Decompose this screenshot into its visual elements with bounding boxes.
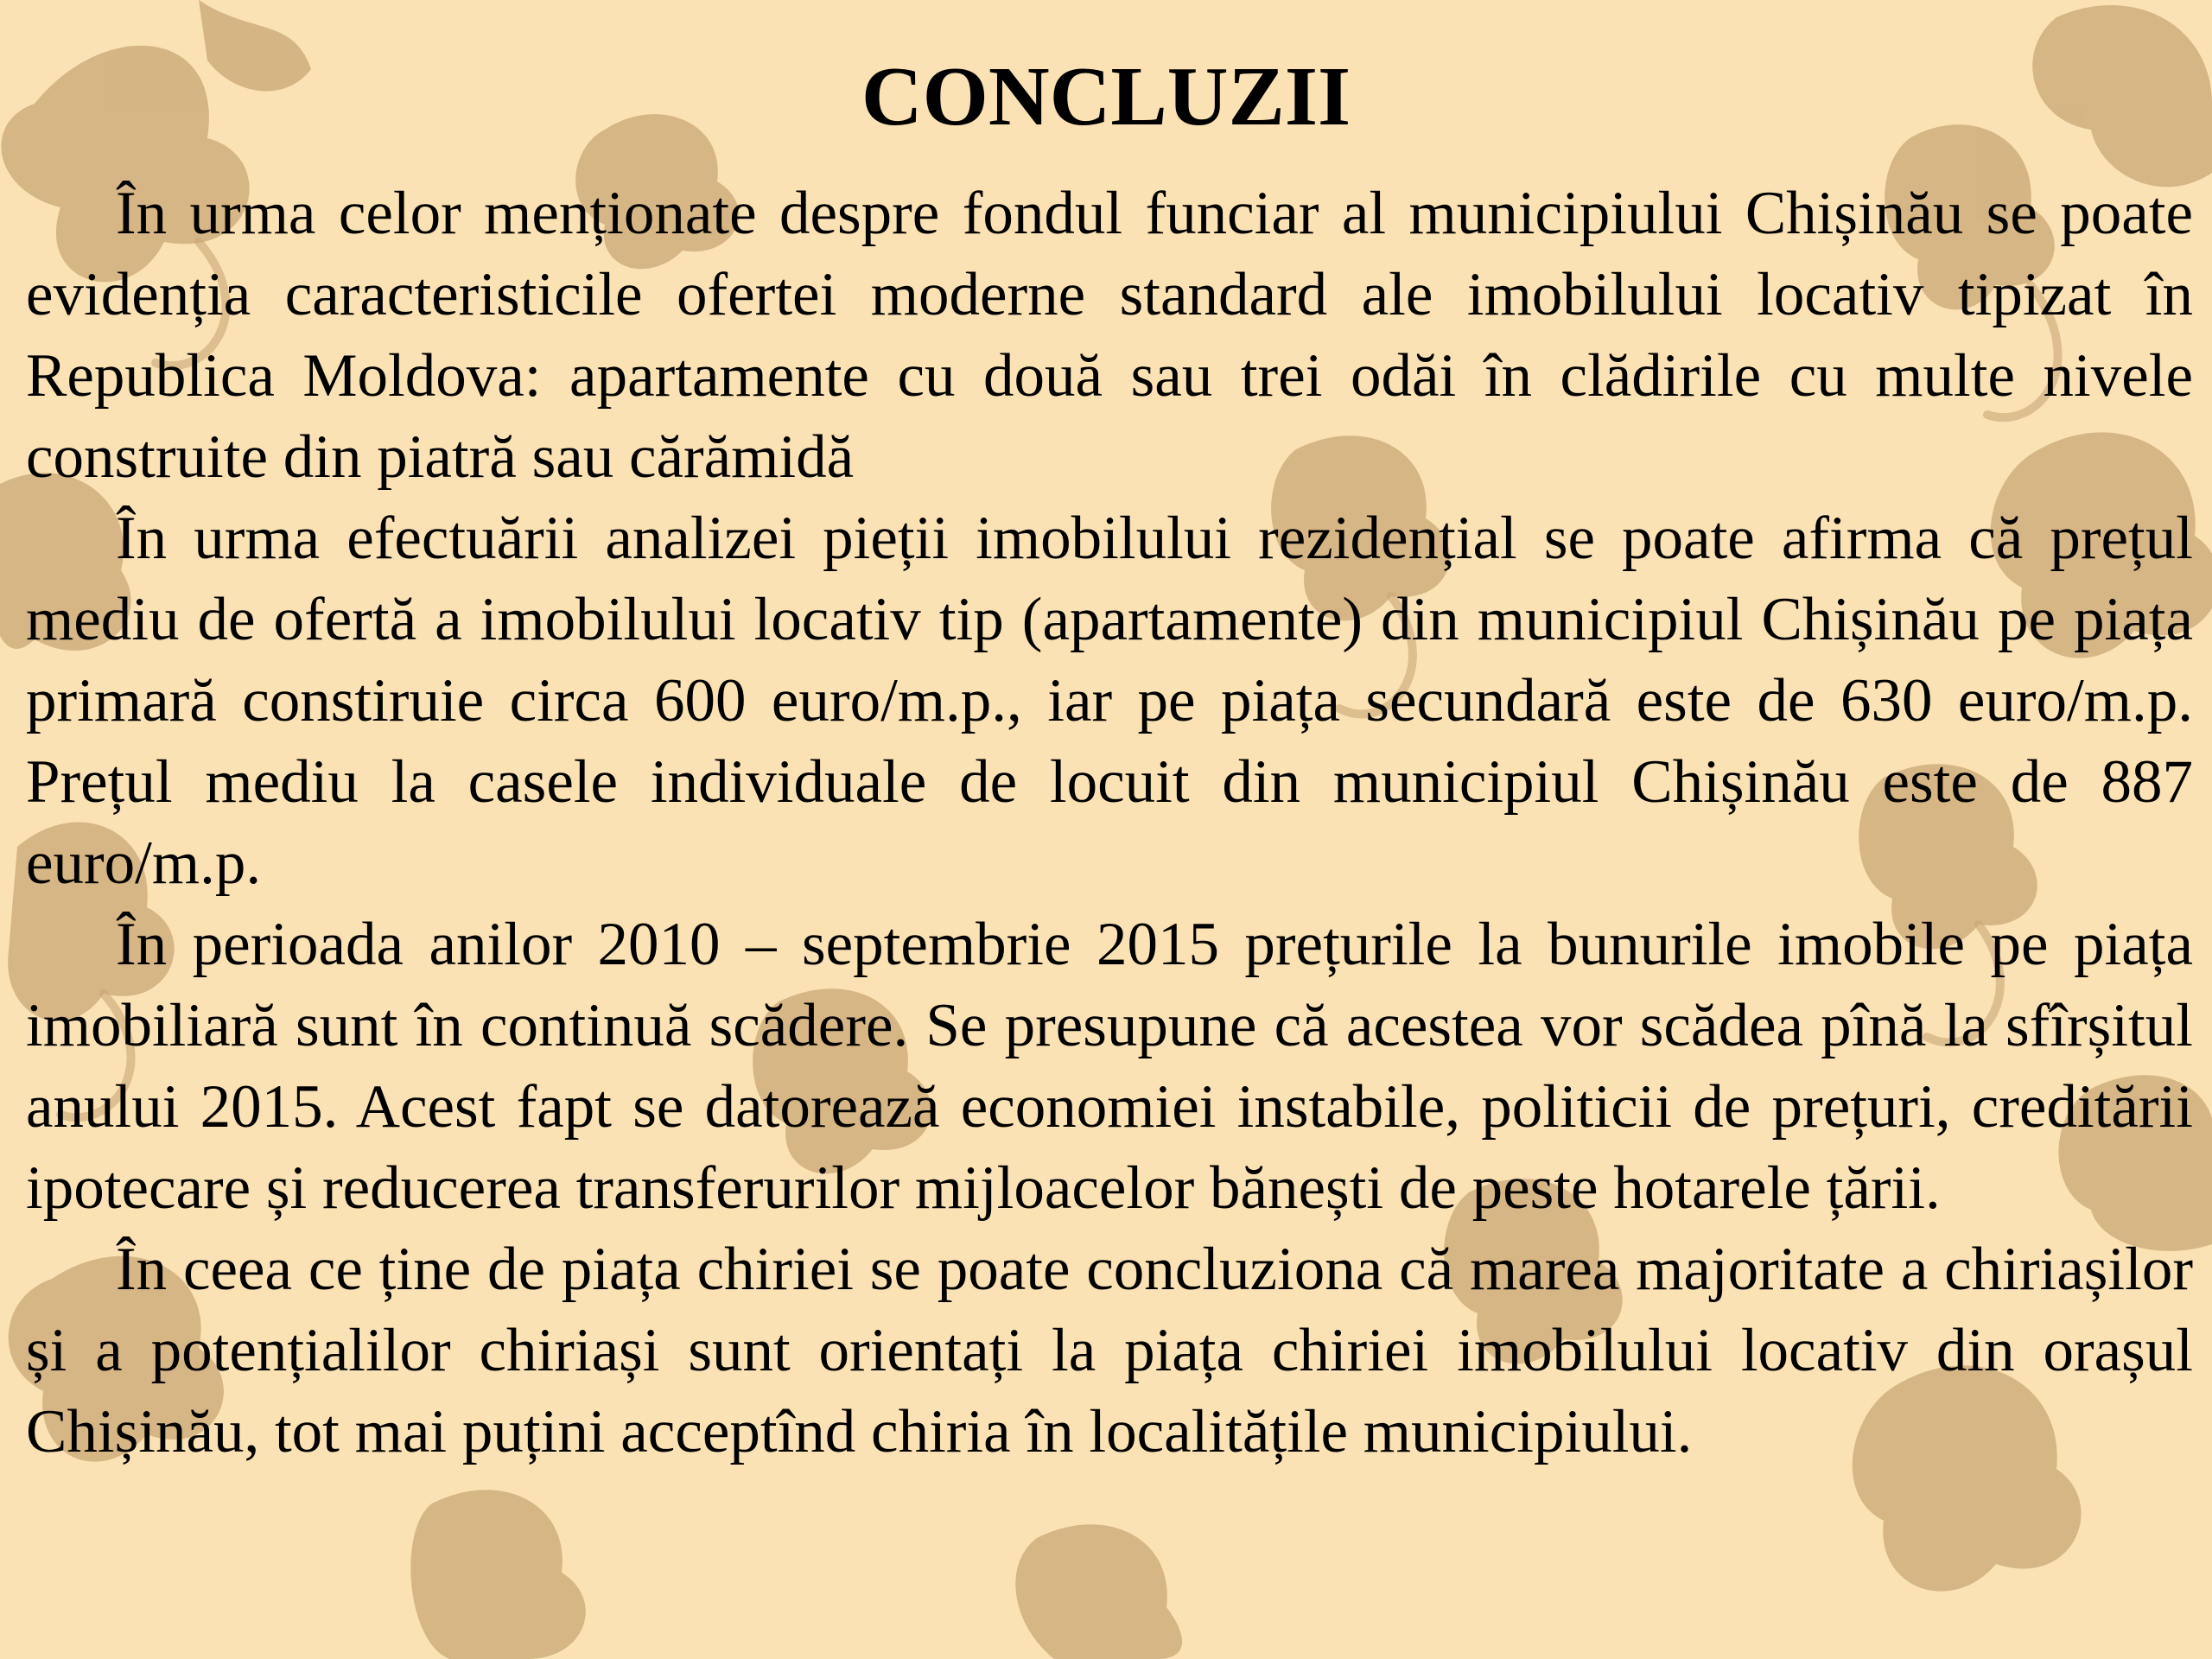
paragraph-4: În ceea ce ține de piața chiriei se poate concluziona că marea majoritate a chiriașilor și a potențialilor chiriași sunt orientați la piața chiriei imobilului locativ din orașul Chișinău, tot mai puțini acceptînd chiria în localitățile municipiului.: [26, 1236, 2193, 1465]
body-text: [26, 173, 2193, 1472]
paragraph-3: În perioada anilor 2010 – septembrie 2015 prețurile la bunurile imobile pe piața imobiliară sunt în continuă scădere. Se presupune că acestea vor scădea pînă la sfîrșitul anului 2015. Acest fapt se datorează economiei instabile, politicii de prețuri, creditării ipotecare și reducerea transferurilor mijloacelor bănești de peste hotarele țării.: [26, 911, 2193, 1222]
slide-title: CONCLUZII: [861, 50, 1351, 143]
paragraph-2: În urma efectuării analizei pieții imobilului rezidențial se poate afirma că prețul mediu de ofertă a imobilului locativ tip (apartamente) din municipiul Chișinău pe piața primară constiruie circa 600 euro/m.p., iar pe piața secundară este de 630 euro/m.p. Prețul mediu la casele individuale de locuit din municipiul Chișinău este de 887 euro/m.p.: [26, 505, 2193, 897]
paragraph-1: În urma celor menționate despre fondul funciar al municipiului Chișinău se poate evidenția caracteristicile ofertei moderne standard ale imobilului locativ tipizat în Republica Moldova: apartamente cu două sau trei odăi în clădirile cu multe nivele construite din piatră sau cărămidă: [26, 180, 2193, 491]
